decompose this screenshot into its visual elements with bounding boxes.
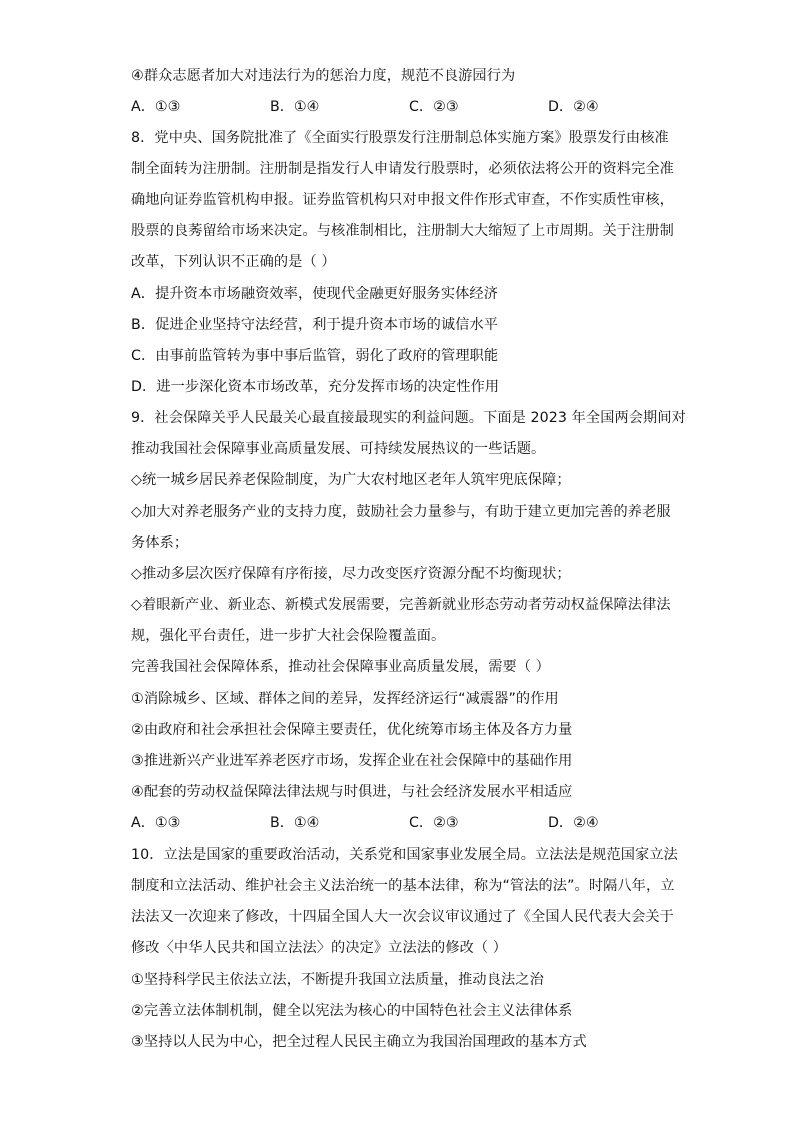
q10-stem-line: 修改〈中华人民共和国立法法〉的决定》立法法的修改（ ） [131,940,508,956]
q10-stem-line: 制度和立法活动、维护社会主义法治统一的基本法律，称为“管法的法”。时隔八年，立 [131,878,675,894]
q8-choice-a[interactable]: A．提升资本市场融资效率，使现代金融更好服务实体经济 [131,286,498,302]
q7-item-4: ④群众志愿者加大对违法行为的惩治力度，规范不良游园行为 [131,68,516,84]
q8-choice-c[interactable]: C．由事前监管转为事中事后监管，弱化了政府的管理职能 [131,348,499,364]
q9-item-1: ①消除城乡、区域、群体之间的差异，发挥经济运行“减震器”的作用 [131,691,559,707]
q9-stem-line: ◇着眼新产业、新业态、新模式发展需要，完善新就业形态劳动者劳动权益保障法律法 [131,597,671,613]
q9-stem-line: ◇推动多层次医疗保障有序衔接，尽力改变医疗资源分配不均衡现状； [131,566,571,582]
q9-option-d[interactable]: D．②④ [548,815,599,831]
q9-stem-line: 务体系； [131,535,189,551]
q10-item-1: ①坚持科学民主依法立法，不断提升我国立法质量，推动良法之治 [131,972,544,988]
q9-stem-line: 规，强化平台责任，进一步扩大社会保险覆盖面。 [131,628,446,644]
q9-option-b[interactable]: B．①④ [270,815,320,831]
q8-stem-line: 确地向证券监管机构申报。证券监管机构只对申报文件作形式审查，不作实质性审核， [131,192,674,208]
q10-item-2: ②完善立法体制机制，健全以宪法为核心的中国特色社会主义法律体系 [131,1003,573,1019]
q8-stem-line: 8．党中央、国务院批准了《全面实行股票发行注册制总体实施方案》股票发行由核准 [131,130,669,146]
q8-stem-line: 制全面转为注册制。注册制是指发行人申请发行股票时，必须依法将公开的资料完全准 [131,161,674,177]
q9-option-a[interactable]: A．①③ [131,815,181,831]
q9-options [131,813,651,833]
q9-stem-line: 完善我国社会保障体系，推动社会保障事业高质量发展，需要（ ） [131,659,550,675]
q9-stem-line: ◇加大对养老服务产业的支持力度，鼓励社会力量参与，有助于建立更加完善的养老服 [131,504,671,520]
q9-item-3: ③推进新兴产业进军养老医疗市场，发挥企业在社会保障中的基础作用 [131,753,573,769]
q9-option-c[interactable]: C．②③ [409,815,459,831]
q9-stem-line: 9．社会保障关乎人民最关心最直接最现实的利益问题。下面是 2023 年全国两会期间对 [131,410,686,426]
q9-item-2: ②由政府和社会承担社会保障主要责任，优化统筹市场主体及各方力量 [131,722,573,738]
q7-option-a[interactable]: A．①③ [131,99,181,115]
q8-stem-line: 股票的良莠留给市场来决定。与核准制相比，注册制大大缩短了上市周期。关于注册制 [131,223,674,239]
q8-choice-d[interactable]: D．进一步深化资本市场改革，充分发挥市场的决定性作用 [131,379,500,395]
q8-stem-line: 改革，下列认识不正确的是（ ） [131,254,336,270]
q9-stem-line: ◇统一城乡居民养老保险制度，为广大农村地区老年人筑牢兜底保障； [131,472,571,488]
q7-option-b[interactable]: B．①④ [270,99,320,115]
q7-option-d[interactable]: D．②④ [548,99,599,115]
q10-item-3: ③坚持以人民为中心，把全过程人民民主确立为我国治国理政的基本方式 [131,1034,587,1050]
q9-item-4: ④配套的劳动权益保障法律法规与时俱进，与社会经济发展水平相适应 [131,784,573,800]
q10-stem-line: 法法又一次迎来了修改，十四届全国人大一次会议审议通过了《全国人民代表大会关于 [131,909,674,925]
q7-option-c[interactable]: C．②③ [409,99,459,115]
q7-options [131,97,651,117]
q9-stem-line: 推动我国社会保障事业高质量发展、可持续发展热议的一些话题。 [131,441,546,457]
q10-stem-line: 10．立法是国家的重要政治活动，关系党和国家事业发展全局。立法法是规范国家立法 [131,847,678,863]
q8-choice-b[interactable]: B．促进企业坚持守法经营，利于提升资本市场的诚信水平 [131,317,499,333]
